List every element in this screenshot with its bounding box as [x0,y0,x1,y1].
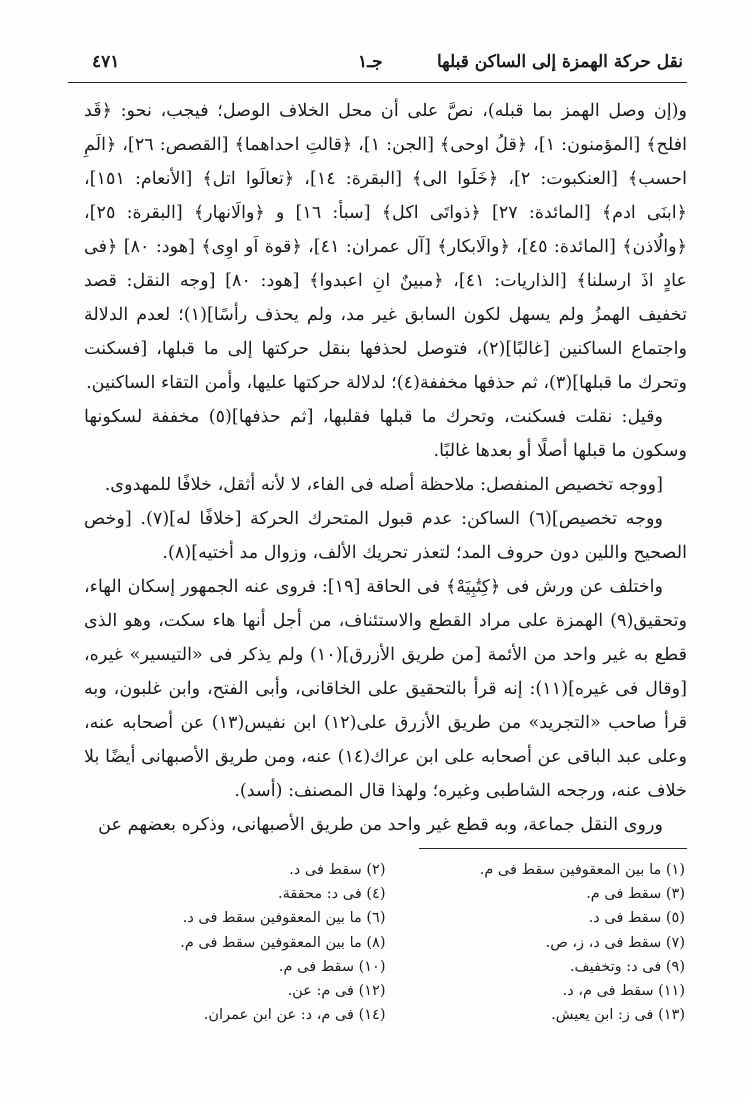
running-title: نقل حركة الهمزة إلى الساكن قبلها [436,52,683,72]
footnote: (١١) سقط فى م، د. [562,983,685,1000]
footnote: (١٢) فى م: عن. [287,983,386,1000]
footnote: (٥) سقط فى د. [588,910,685,927]
main-text [84,94,687,842]
page-header [68,46,687,83]
footnote: (٦) ما بين المعقوفين سقط فى د. [182,910,386,927]
footnote: (٤) فى د: محققة. [278,886,386,903]
footnote: (١٣) فى ز: ابن يعيش. [551,1007,685,1024]
paragraph: ووجه تخصيص](٦) الساكن: عدم قبول المتحرك الحركة [خلافًا له](٧). [وخص الصحيح واللين دون حروف المد؛ لتعذر تحريك الألف، وزوال مد أختيه](٨). [84,509,687,563]
volume-label: جـ١ [358,52,383,72]
footnote: (١٤) فى م، د: عن ابن عمران. [203,1007,386,1024]
footnotes-right-column [420,858,686,1027]
footnotes [120,858,685,1027]
footnote: (٩) فى د: وتخفيف. [569,958,685,975]
paragraph: واختلف عن ورش فى ﴿كِتَٰبِيَهْ﴾ فى الحاقة [١٩]: فروى عنه الجمهور إسكان الهاء، وتحقيق(٩) الهمزة على مراد القطع والاستئناف، من أجل أنها هاء سكت، وهو الذى قطع به غير واحد من الأئمة [من طريق الأزرق](١٠) ولم يذكر فى «التيسير» غيره، [وقال فى غيره](١١): إنه قرأ بالتحقيق على الخاقانى، وأبى الفتح، وابن غلبون، وبه قرأ صاحب «التجريد» من طريق الأزرق على(١٢) ابن نفيس(١٣) عن أصحابه عنه، وعلى عبد الباقى عن أصحابه على ابن عراك(١٤) عنه، ومن طريق الأصبهانى أيضًا بلا خلاف عنه، ورجحه الشاطبى وغيره؛ ولهذا قال المصنف: (أسد). [84,577,688,801]
footnote: (١) ما بين المعقوفين سقط فى م. [479,862,685,878]
paragraph: وقيل: نقلت فسكنت، وتحرك ما قبلها فقلبها، [ثم حذفها](٥) مخففة لسكونها وسكون ما قبلها أصلًا أو بعدها غالبًا. [84,407,687,461]
footnote: (٢) سقط فى د. [289,862,386,878]
paragraph: وروى النقل جماعة، وبه قطع غير واحد من طريق الأصبهانى، وذكره بعضهم عن [98,815,663,835]
footnotes-left-column [120,858,386,1027]
footnote: (٧) سقط فى د، ز، ص. [545,934,685,951]
footnote-separator [419,848,687,849]
footnote: (٣) سقط فى م. [586,886,685,903]
paragraph: و(إن وصل الهمز بما قبله)، نصَّ على أن محل الخلاف الوصل؛ فيجب، نحو: ﴿قَد افلح﴾ [المؤمنون: ١]، ﴿قلُ اوحى﴾ [الجن: ١]، ﴿قالتِ احداهما﴾ [القصص: ٢٦]، ﴿الَمِ احسب﴾ [العنكبوت: ٢]، ﴿خَلَوا الى﴾ [البقرة: ١٤]، ﴿تعالَوا اتل﴾ [الأنعام: ١٥١]، ﴿ابنَى ادم﴾ [المائدة: ٢٧] ﴿ذواتَى اكل﴾ [سبأ: ١٦] و ﴿والَانهار﴾ [البقرة: ٢٥]، ﴿والُاذن﴾ [المائدة: ٤٥]، ﴿والَابكار﴾ [آل عمران: ٤١]، ﴿قوة اَو اوِى﴾ [هود: ٨٠] ﴿فى عادٍ اذَ ارسلنا﴾ [الذاريات: ٤١]، ﴿مبينٌ انِ اعبدوا﴾ [هود: ٨٠] [وجه النقل: قصد تخفيف الهمزُ ولم يسهل لكون السابق غير مد، ولم يحذف رأسًا](١)؛ لعدم الدلالة واجتماع الساكنين [غالبًا](٢)، فتوصل لحذفها بنقل حركتها إلى ما قبلها، [فسكنت وتحرك ما قبلها](٣)، ثم حذفها مخففة(٤)؛ لدلالة حركتها عليها، وأمن التقاء الساكنين. [84,101,687,393]
paragraph: [ووجه تخصيص المنفصل: ملاحظة أصله فى الفاء، لا لأنه أثقل، خلافًا للمهدوى. [104,475,663,495]
page-number: ٤٧١ [92,52,120,72]
footnote: (٨) ما بين المعقوفين سقط فى م. [180,934,386,951]
footnote: (١٠) سقط فى م. [278,958,386,975]
